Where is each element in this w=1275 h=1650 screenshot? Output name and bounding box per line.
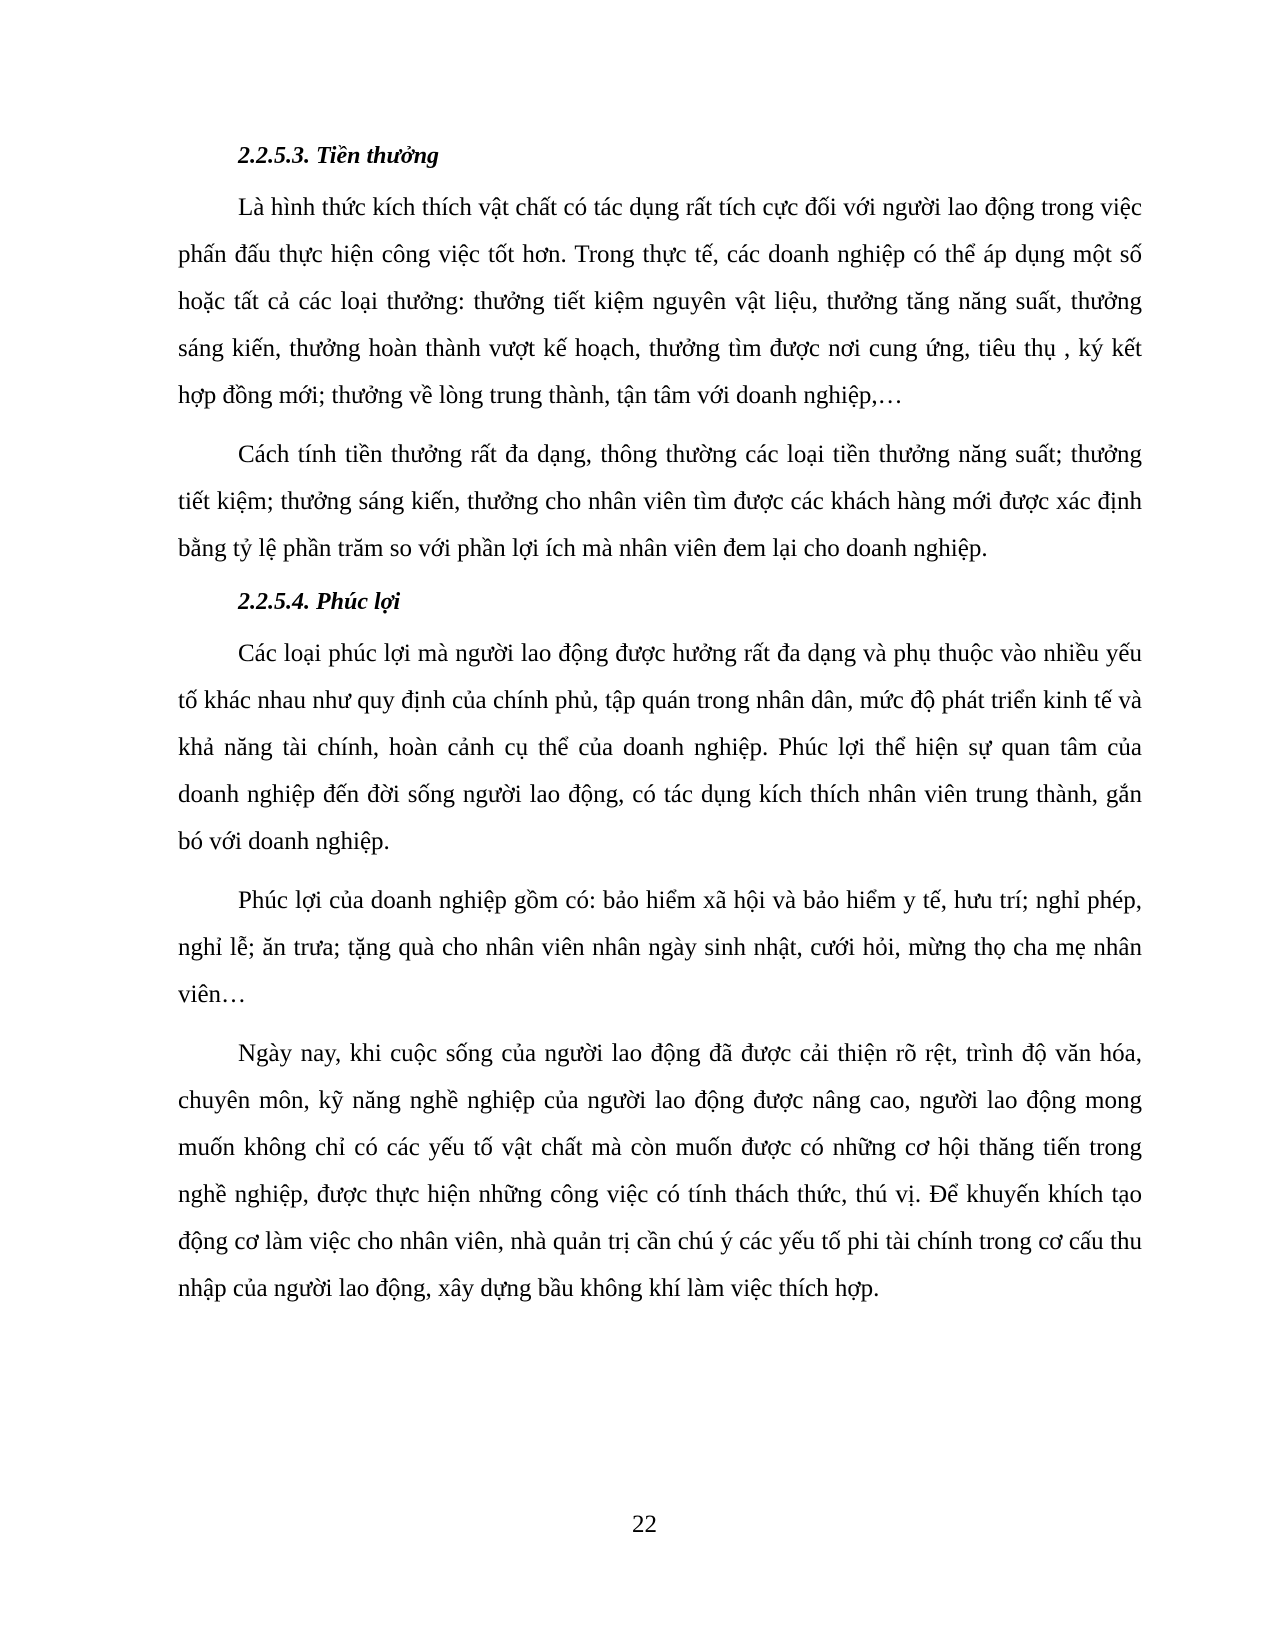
section-heading-tien-thuong: 2.2.5.3. Tiền thưởng	[238, 143, 440, 169]
paragraph: Các loại phúc lợi mà người lao động được hưởng rất đa dạng và phụ thuộc vào nhiều yếu tố khác nhau như quy định của chính phủ, tập quán trong nhân dân, mức độ phát triển kinh tế và khả năng tài chính, hoàn cảnh cụ thể của doanh nghiệp. Phúc lợi thể hiện sự quan tâm của doanh nghiệp đến đời sống người lao động, có tác dụng kích thích nhân viên trung thành, gắn bó với doanh nghiệp.	[178, 640, 1142, 855]
paragraph: Cách tính tiền thưởng rất đa dạng, thông thường các loại tiền thưởng năng suất; thưởng tiết kiệm; thưởng sáng kiến, thưởng cho nhân viên tìm được các khách hàng mới được xác định bằng tỷ lệ phần trăm so với phần lợi ích mà nhân viên đem lại cho doanh nghiệp.	[178, 441, 1142, 562]
page-body	[178, 140, 1142, 1312]
paragraph: Ngày nay, khi cuộc sống của người lao động đã được cải thiện rõ rệt, trình độ văn hóa, chuyên môn, kỹ năng nghề nghiệp của người lao động được nâng cao, người lao động mong muốn không chỉ có các yếu tố vật chất mà còn muốn được có những cơ hội thăng tiến trong nghề nghiệp, được thực hiện những công việc có tính thách thức, thú vị. Để khuyến khích tạo động cơ làm việc cho nhân viên, nhà quản trị cần chú ý các yếu tố phi tài chính trong cơ cấu thu nhập của người lao động, xây dựng bầu không khí làm việc thích hợp.	[178, 1040, 1142, 1302]
paragraph: Là hình thức kích thích vật chất có tác dụng rất tích cực đối với người lao động trong việc phấn đấu thực hiện công việc tốt hơn. Trong thực tế, các doanh nghiệp có thể áp dụng một số hoặc tất cả các loại thưởng: thưởng tiết kiệm nguyên vật liệu, thưởng tăng năng suất, thưởng sáng kiến, thưởng hoàn thành vượt kế hoạch, thưởng tìm được nơi cung ứng, tiêu thụ , ký kết hợp đồng mới; thưởng về lòng trung thành, tận tâm với doanh nghiệp,…	[178, 194, 1142, 409]
page-number: 22	[632, 1511, 657, 1538]
paragraph: Phúc lợi của doanh nghiệp gồm có: bảo hiểm xã hội và bảo hiểm y tế, hưu trí; nghỉ phép, nghỉ lễ; ăn trưa; tặng quà cho nhân viên nhân ngày sinh nhật, cưới hỏi, mừng thọ cha mẹ nhân viên…	[178, 887, 1142, 1008]
section-heading-phuc-loi: 2.2.5.4. Phúc lợi	[238, 589, 401, 615]
